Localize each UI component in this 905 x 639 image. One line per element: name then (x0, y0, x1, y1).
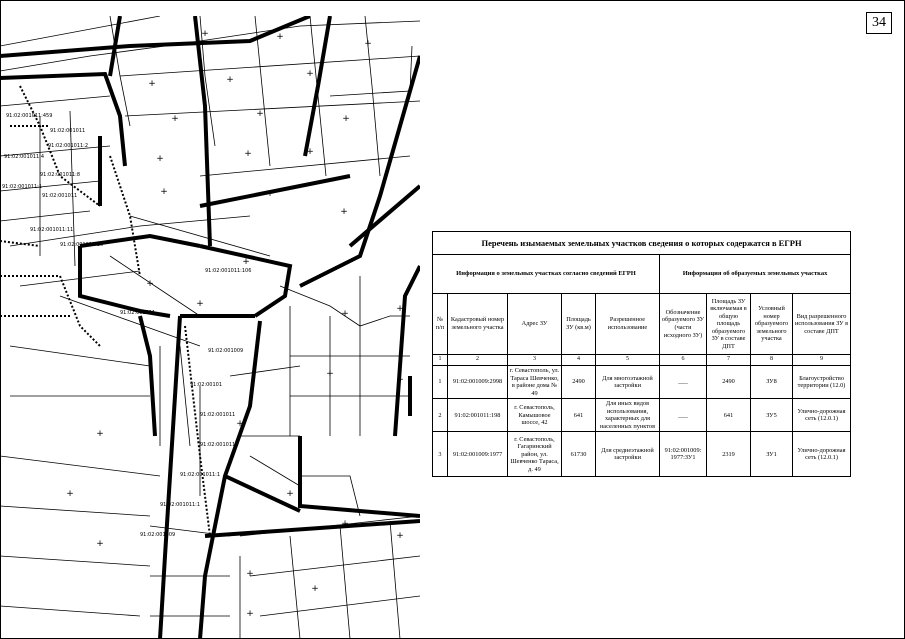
included-area: 2490 (707, 366, 751, 399)
column-number: 6 (660, 355, 707, 366)
column-number: 4 (562, 355, 596, 366)
permitted-use: Для иных видов использования, характерных для населенных пунктов (596, 399, 660, 432)
svg-text:+: + (311, 584, 319, 594)
area: 61730 (562, 432, 596, 477)
svg-text:+: + (342, 114, 350, 124)
new-permitted-use: Благоустройство территории (12.0) (793, 366, 851, 399)
section-egrn-info: Информация о земельных участках согласно сведений ЕГРН (433, 255, 660, 294)
svg-text:+: + (244, 149, 252, 159)
map-label: 91:02:001011:106 (205, 268, 252, 274)
area: 2490 (562, 366, 596, 399)
map-label: 91:02:001011:2 (48, 143, 89, 149)
map-label: 91:02:001011 (200, 442, 236, 448)
svg-text:+: + (341, 519, 349, 529)
svg-text:+: + (171, 114, 179, 124)
table-row (433, 432, 851, 477)
svg-text:+: + (396, 375, 404, 385)
svg-text:+: + (226, 75, 234, 85)
svg-text:+: + (340, 207, 348, 217)
conditional-number: ЗУ1 (751, 432, 793, 477)
column-number: 2 (448, 355, 508, 366)
cadastral-number: 91:02:001011:198 (448, 399, 508, 432)
column-number: 1 (433, 355, 448, 366)
table-row (433, 366, 851, 399)
cadastral-number: 91:02:001009:2998 (448, 366, 508, 399)
column-number: 9 (793, 355, 851, 366)
header-cell: Вид разрешенного использования ЗУ в составе ДПТ (793, 294, 851, 355)
svg-text:+: + (256, 109, 264, 119)
column-number: 7 (707, 355, 751, 366)
row-number: 1 (433, 366, 448, 399)
designation: 91:02:001009: 1977:ЗУ1 (660, 432, 707, 477)
header-cell: Адрес ЗУ (508, 294, 562, 355)
row-number: 2 (433, 399, 448, 432)
row-number: 3 (433, 432, 448, 477)
table-title: Перечень изымаемых земельных участков сведения о которых содержатся в ЕГРН (433, 232, 851, 255)
egrn-table (432, 231, 851, 477)
map-label: 91:02:001011:459 (6, 113, 53, 119)
header-cell: Обозначение образуемого ЗУ (части исходного ЗУ) (660, 294, 707, 355)
map-label: 91:02:001011:8 (40, 172, 81, 178)
svg-text:+: + (236, 419, 244, 429)
svg-text:+: + (276, 32, 284, 42)
svg-text:+: + (306, 69, 314, 79)
designation: ___ (660, 366, 707, 399)
page-number: 34 (866, 12, 892, 34)
permitted-use: Для многоэтажной застройки (596, 366, 660, 399)
new-permitted-use: Улично-дорожная сеть (12.0.1) (793, 399, 851, 432)
conditional-number: ЗУ8 (751, 366, 793, 399)
header-cell: Условный номер образуемого земельного участка (751, 294, 793, 355)
conditional-number: ЗУ5 (751, 399, 793, 432)
grid-crosses (66, 29, 404, 619)
address: г. Севастополь, ул. Тараса Шевченко, в районе дома № 49 (508, 366, 562, 399)
header-cell: № п/п (433, 294, 448, 355)
cadastral-number: 91:02:001009:1977 (448, 432, 508, 477)
svg-text:+: + (146, 279, 154, 289)
map-label: 91:02:001011 (120, 310, 156, 316)
svg-text:+: + (156, 154, 164, 164)
svg-text:+: + (96, 429, 104, 439)
address: г. Севастополь, Камышовое шоссе, 42 (508, 399, 562, 432)
svg-text:+: + (242, 257, 250, 267)
svg-text:+: + (396, 304, 404, 314)
map-label: 91:02:001011:1 (2, 184, 43, 190)
map-label: 91:02:001009 (208, 348, 244, 354)
svg-text:+: + (246, 569, 254, 579)
map-label: 91:02:00101 (190, 382, 222, 388)
map-label: 91:02:001011:4 (4, 154, 45, 160)
map-label: 91:02:001011 (200, 412, 236, 418)
header-cell: Площадь ЗУ включаемая в общую площадь образуемого ЗУ в составе ДПТ (707, 294, 751, 355)
svg-text:+: + (341, 309, 349, 319)
cadastral-map (0, 16, 420, 639)
map-label: 91:02:001011 (42, 193, 78, 199)
designation: ___ (660, 399, 707, 432)
header-cell: Площадь ЗУ (кв.м) (562, 294, 596, 355)
column-number: 8 (751, 355, 793, 366)
svg-text:+: + (286, 489, 294, 499)
egrn-table-container (432, 231, 850, 477)
svg-text:+: + (326, 369, 334, 379)
column-number: 3 (508, 355, 562, 366)
included-area: 2319 (707, 432, 751, 477)
svg-text:+: + (306, 147, 314, 157)
column-number: 5 (596, 355, 660, 366)
address: г. Севастополь, Гагаринский район, ул. Шевченко Тараса, д. 49 (508, 432, 562, 477)
svg-text:+: + (364, 39, 372, 49)
cadastral-labels (2, 113, 251, 538)
map-label: 91:02:001011:11 (30, 227, 74, 233)
table-row (433, 399, 851, 432)
map-label: 91:02:001009 (140, 532, 176, 538)
svg-text:+: + (66, 489, 74, 499)
svg-text:+: + (396, 531, 404, 541)
permitted-use: Для среднеэтажной застройки (596, 432, 660, 477)
svg-text:+: + (148, 79, 156, 89)
svg-text:+: + (246, 609, 254, 619)
area: 641 (562, 399, 596, 432)
svg-text:+: + (96, 539, 104, 549)
included-area: 641 (707, 399, 751, 432)
header-cell: Разрешенное использование (596, 294, 660, 355)
svg-text:+: + (266, 189, 274, 199)
svg-text:+: + (160, 187, 168, 197)
section-new-plots-info: Информация об образуемых земельных участках (660, 255, 851, 294)
svg-text:+: + (201, 29, 209, 39)
map-label: 91:02:001011:1 (180, 472, 221, 478)
new-permitted-use: Улично-дорожная сеть (12.0.1) (793, 432, 851, 477)
map-label: 91:02:001011 (50, 128, 86, 134)
header-cell: Кадастровый номер земельного участка (448, 294, 508, 355)
map-label: 91:02:001011:10 (60, 242, 104, 248)
svg-text:+: + (196, 299, 204, 309)
map-label: 91:02:001011:1 (160, 502, 201, 508)
